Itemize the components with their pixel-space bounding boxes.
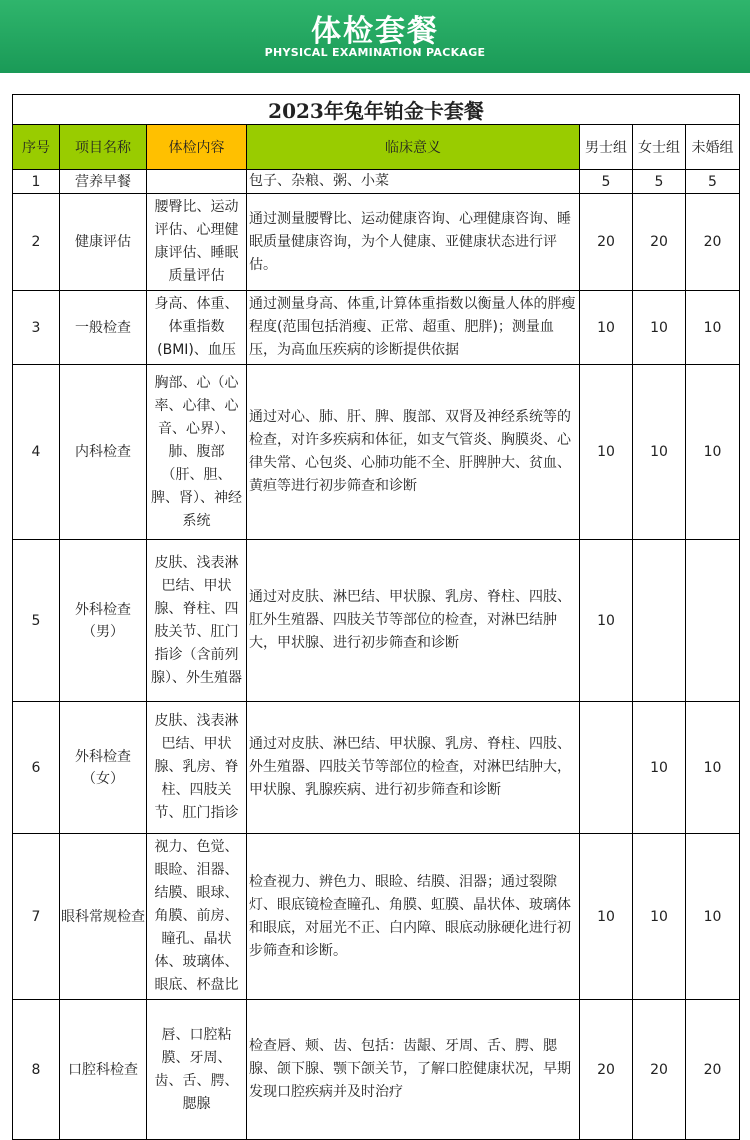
header-banner bbox=[0, 0, 750, 73]
table-row bbox=[13, 194, 740, 291]
table-cell-male: 10 bbox=[580, 291, 633, 365]
table-cell-female: 20 bbox=[633, 194, 686, 291]
table-cell-female: 20 bbox=[633, 1000, 686, 1140]
table-cell-female bbox=[633, 540, 686, 702]
table-cell-no: 3 bbox=[13, 291, 60, 365]
table-cell-no: 7 bbox=[13, 834, 60, 1000]
page-title: 体检套餐 bbox=[311, 14, 439, 49]
table-cell-no: 2 bbox=[13, 194, 60, 291]
table-cell-single: 20 bbox=[686, 194, 740, 291]
table-cell-single: 5 bbox=[686, 170, 740, 194]
column-header-content: 体检内容 bbox=[147, 125, 247, 170]
table-cell-name: 眼科常规检查 bbox=[60, 834, 147, 1000]
table-caption-row bbox=[13, 95, 740, 125]
table-cell-content: 皮肤、浅表淋巴结、甲状腺、脊柱、四肢关节、肛门指诊（含前列腺）、外生殖器 bbox=[147, 540, 247, 702]
table-cell-no: 8 bbox=[13, 1000, 60, 1140]
table-cell-content: 腰臀比、运动评估、心理健康评估、睡眠质量评估 bbox=[147, 194, 247, 291]
table-cell-female: 10 bbox=[633, 834, 686, 1000]
package-table bbox=[12, 94, 740, 1140]
page-subtitle: PHYSICAL EXAMINATION PACKAGE bbox=[264, 46, 486, 59]
table-body bbox=[13, 170, 740, 1140]
table-cell-single bbox=[686, 540, 740, 702]
table-cell-male: 10 bbox=[580, 540, 633, 702]
table-cell-single: 10 bbox=[686, 365, 740, 540]
table-row bbox=[13, 540, 740, 702]
table-cell-name: 外科检查（女） bbox=[60, 702, 147, 834]
table-row bbox=[13, 365, 740, 540]
table-cell-name: 外科检查（男） bbox=[60, 540, 147, 702]
table-cell-name: 营养早餐 bbox=[60, 170, 147, 194]
column-header-female: 女士组 bbox=[633, 125, 686, 170]
table-cell-content: 唇、口腔粘膜、牙周、齿、舌、腭、腮腺 bbox=[147, 1000, 247, 1140]
table-cell-meaning: 通过测量身高、体重,计算体重指数以衡量人体的胖瘦程度(范围包括消瘦、正常、超重、肥胖)；测量血压，为高血压疾病的诊断提供依据 bbox=[247, 291, 580, 365]
table-row bbox=[13, 170, 740, 194]
table-cell-name: 口腔科检查 bbox=[60, 1000, 147, 1140]
table-cell-male: 10 bbox=[580, 365, 633, 540]
table-cell-female: 10 bbox=[633, 291, 686, 365]
column-header-meaning: 临床意义 bbox=[247, 125, 580, 170]
table-header-row bbox=[13, 125, 740, 170]
table-cell-single: 20 bbox=[686, 1000, 740, 1140]
table-cell-no: 5 bbox=[13, 540, 60, 702]
table-cell-content: 视力、色觉、眼睑、泪器、结膜、眼球、角膜、前房、瞳孔、晶状体、玻璃体、眼底、杯盘比 bbox=[147, 834, 247, 1000]
table-cell-meaning: 检查视力、辨色力、眼睑、结膜、泪器；通过裂隙灯、眼底镜检查瞳孔、角膜、虹膜、晶状体、玻璃体和眼底，对屈光不正、白内障、眼底动脉硬化进行初步筛查和诊断。 bbox=[247, 834, 580, 1000]
table-row bbox=[13, 1000, 740, 1140]
table-cell-male bbox=[580, 702, 633, 834]
table-cell-content: 胸部、心（心率、心律、心音、心界）、肺、腹部（肝、胆、脾、肾）、神经系统 bbox=[147, 365, 247, 540]
table-cell-meaning: 通过对皮肤、淋巴结、甲状腺、乳房、脊柱、四肢、外生殖器、四肢关节等部位的检查，对淋巴结肿大，甲状腺、乳腺疾病、进行初步筛查和诊断 bbox=[247, 702, 580, 834]
table-cell-no: 6 bbox=[13, 702, 60, 834]
table-cell-no: 4 bbox=[13, 365, 60, 540]
column-header-name: 项目名称 bbox=[60, 125, 147, 170]
table-cell-content: 身高、体重、体重指数(BMI)、血压 bbox=[147, 291, 247, 365]
table-cell-meaning: 通过测量腰臀比、运动健康咨询、心理健康咨询、睡眠质量健康咨询，为个人健康、亚健康状态进行评估。 bbox=[247, 194, 580, 291]
column-header-single: 未婚组 bbox=[686, 125, 740, 170]
table-caption: 2023年兔年铂金卡套餐 bbox=[13, 95, 740, 125]
table-cell-female: 10 bbox=[633, 365, 686, 540]
column-header-no: 序号 bbox=[13, 125, 60, 170]
table-cell-male: 10 bbox=[580, 834, 633, 1000]
table-cell-meaning: 通过对心、肺、肝、脾、腹部、双肾及神经系统等的检查，对许多疾病和体征，如支气管炎、胸膜炎、心律失常、心包炎、心肺功能不全、肝脾肿大、贫血、黄疸等进行初步筛查和诊断 bbox=[247, 365, 580, 540]
table-cell-male: 20 bbox=[580, 194, 633, 291]
table-cell-single: 10 bbox=[686, 291, 740, 365]
table-cell-content bbox=[147, 170, 247, 194]
table-row bbox=[13, 702, 740, 834]
table-cell-single: 10 bbox=[686, 834, 740, 1000]
table-cell-female: 5 bbox=[633, 170, 686, 194]
table-cell-content: 皮肤、浅表淋巴结、甲状腺、乳房、脊柱、四肢关节、肛门指诊 bbox=[147, 702, 247, 834]
table-cell-male: 20 bbox=[580, 1000, 633, 1140]
table-cell-name: 内科检查 bbox=[60, 365, 147, 540]
table-cell-name: 一般检查 bbox=[60, 291, 147, 365]
table-cell-female: 10 bbox=[633, 702, 686, 834]
table-cell-meaning: 检查唇、颊、齿、包括：齿龈、牙周、舌、腭、腮腺、颌下腺、颚下颌关节，了解口腔健康状况，早期发现口腔疾病并及时治疗 bbox=[247, 1000, 580, 1140]
table-cell-no: 1 bbox=[13, 170, 60, 194]
table-row bbox=[13, 834, 740, 1000]
table-cell-meaning: 包子、杂粮、粥、小菜 bbox=[247, 170, 580, 194]
package-table-wrapper bbox=[12, 94, 739, 1140]
table-cell-single: 10 bbox=[686, 702, 740, 834]
table-cell-name: 健康评估 bbox=[60, 194, 147, 291]
table-cell-male: 5 bbox=[580, 170, 633, 194]
table-cell-meaning: 通过对皮肤、淋巴结、甲状腺、乳房、脊柱、四肢、肛外生殖器、四肢关节等部位的检查，对淋巴结肿大，甲状腺、进行初步筛查和诊断 bbox=[247, 540, 580, 702]
column-header-male: 男士组 bbox=[580, 125, 633, 170]
table-row bbox=[13, 291, 740, 365]
